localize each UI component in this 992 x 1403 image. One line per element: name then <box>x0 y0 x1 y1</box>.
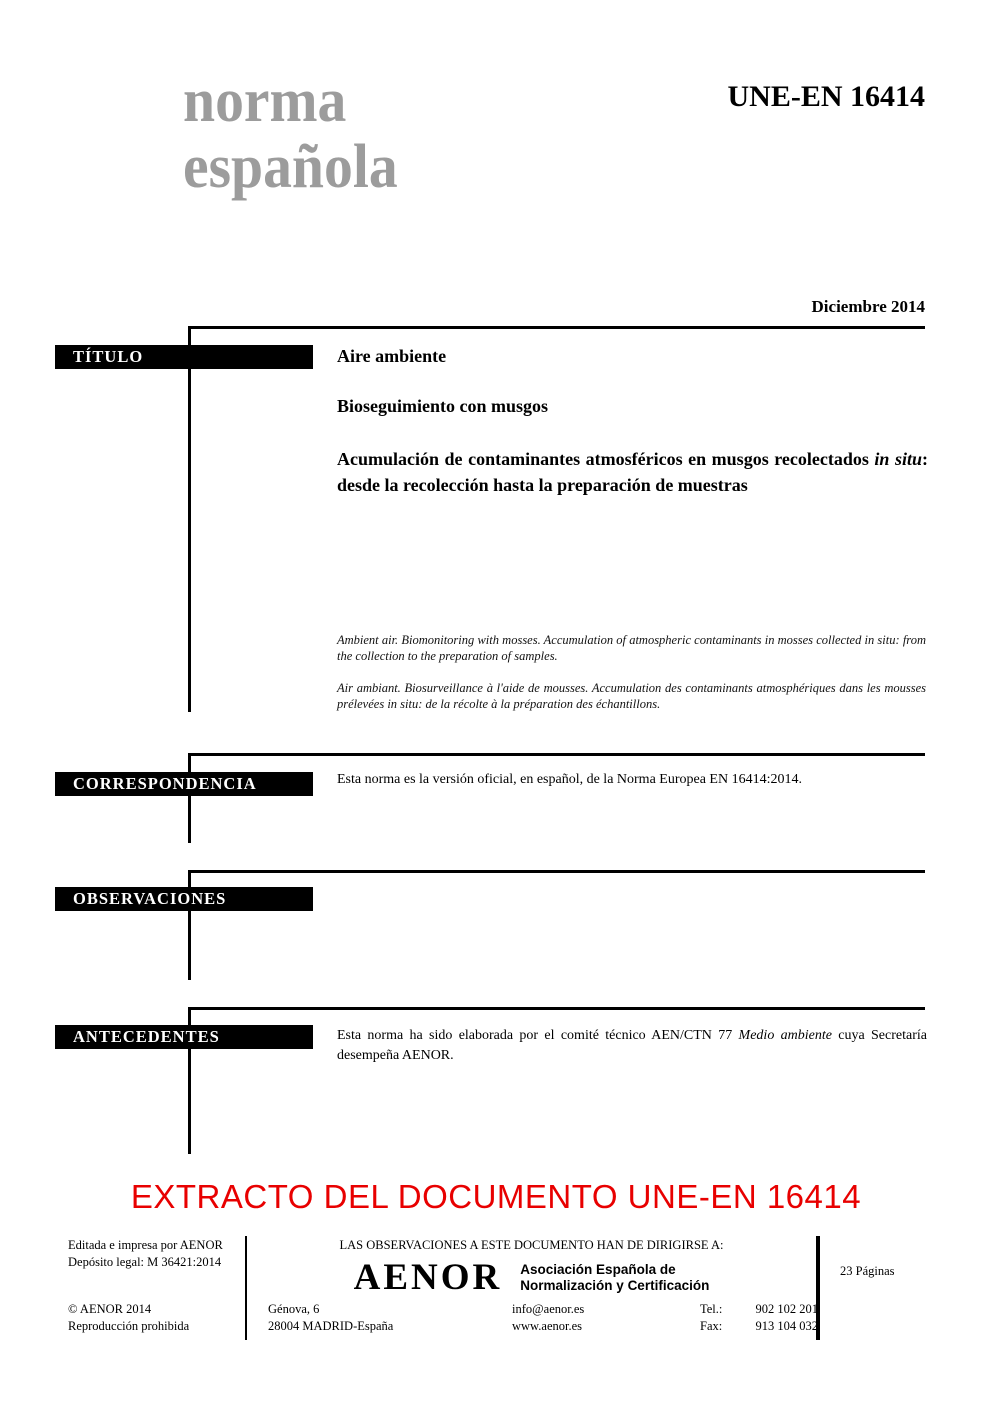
correspondencia-horizontal-rule <box>188 753 925 756</box>
aenor-wordmark: AENOR <box>353 1257 503 1298</box>
footer-fax-row <box>700 1318 818 1335</box>
antecedentes-horizontal-rule <box>188 1007 925 1010</box>
footer-edited-line-1: Editada e impresa por AENOR <box>68 1238 223 1252</box>
footer-fax-label: Fax: <box>700 1319 723 1333</box>
titulo-horizontal-rule <box>188 326 925 329</box>
correspondencia-vertical-rule <box>188 753 191 843</box>
titulo-label-bar <box>55 345 313 369</box>
antecedentes-text <box>337 1026 927 1066</box>
antecedentes-label-bar <box>55 1025 313 1049</box>
footer-telfax-block <box>700 1301 818 1335</box>
aenor-tagline <box>520 1262 709 1294</box>
footer-tel-value: 902 102 201 <box>755 1302 818 1316</box>
correspondencia-text: Esta norma es la versión oficial, en español, de la Norma Europea EN 16414:2014. <box>337 772 802 787</box>
norma-espanola-logo <box>183 68 398 200</box>
footer-address-line-1: Génova, 6 <box>268 1302 320 1316</box>
aenor-tagline-line-1: Asociación Española de <box>520 1261 676 1277</box>
footer-edited-line-2: Depósito legal: M 36421:2014 <box>68 1255 222 1269</box>
footer-copyright-block <box>68 1301 189 1335</box>
footer-contact-web-block <box>512 1301 584 1335</box>
footer-email: info@aenor.es <box>512 1302 585 1316</box>
titulo-label: TÍTULO <box>73 347 144 366</box>
main-title-paragraph <box>337 447 928 498</box>
correspondencia-label: CORRESPONDENCIA <box>73 774 257 793</box>
footer-fax-value: 913 104 032 <box>755 1319 818 1333</box>
aenor-tagline-line-2: Normalización y Certificación <box>520 1277 710 1293</box>
footer-address-line-2: 28004 MADRID-España <box>268 1319 394 1333</box>
observaciones-label: OBSERVACIONES <box>73 889 227 908</box>
translation-french: Air ambiant. Biosurveillance à l'aide de mousses. Accumulation des contaminants atmosphériques dans les mousses prélevées in situ: de la récolte à la préparation des échantillons. <box>337 681 926 711</box>
antecedentes-post: cuya Secretaría desempeña AENOR. <box>337 1028 927 1063</box>
extract-notice: EXTRACTO DEL DOCUMENTO UNE-EN 16414 <box>130 1178 862 1215</box>
brand-line-2: española <box>183 133 398 201</box>
aenor-logo-block <box>245 1256 818 1299</box>
main-title-pre: Acumulación de contaminantes atmosféricos en musgos recolectados <box>337 449 875 469</box>
titulo-vertical-rule <box>188 326 191 712</box>
title-subject-line-1: Aire ambiente <box>337 346 447 366</box>
antecedentes-italic: Medio ambiente <box>738 1028 832 1043</box>
footer-web: www.aenor.es <box>512 1319 583 1333</box>
observaciones-horizontal-rule <box>188 870 925 873</box>
footer-copyright-line-1: © AENOR 2014 <box>68 1302 152 1316</box>
translation-english: Ambient air. Biomonitoring with mosses. Accumulation of atmospheric contaminants in mosses collected in situ: from the collection to the preparation of samples. <box>337 633 926 663</box>
correspondencia-label-bar <box>55 772 313 796</box>
antecedentes-pre: Esta norma ha sido elaborada por el comité técnico AEN/CTN 77 <box>337 1028 739 1043</box>
main-title-post: : desde la recolección hasta la preparación de muestras <box>337 449 928 495</box>
observaciones-label-bar <box>55 887 313 911</box>
antecedentes-label: ANTECEDENTES <box>73 1027 220 1046</box>
brand-line-1: norma <box>183 67 347 135</box>
footer-tel-label: Tel.: <box>700 1302 723 1316</box>
footer-page-count: 23 Páginas <box>840 1264 895 1278</box>
document-code: UNE-EN 16414 <box>727 80 925 113</box>
title-subject-line-2: Bioseguimiento con musgos <box>337 396 549 416</box>
footer-address-block <box>268 1301 393 1335</box>
footer-notice: LAS OBSERVACIONES A ESTE DOCUMENTO HAN DE DIRIGIRSE A: <box>339 1238 724 1252</box>
footer-tel-row <box>700 1301 818 1318</box>
footer-copyright-line-2: Reproducción prohibida <box>68 1319 190 1333</box>
issue-date: Diciembre 2014 <box>811 297 925 316</box>
main-title-italic: in situ <box>874 449 922 469</box>
footer-edited-block <box>68 1237 223 1271</box>
